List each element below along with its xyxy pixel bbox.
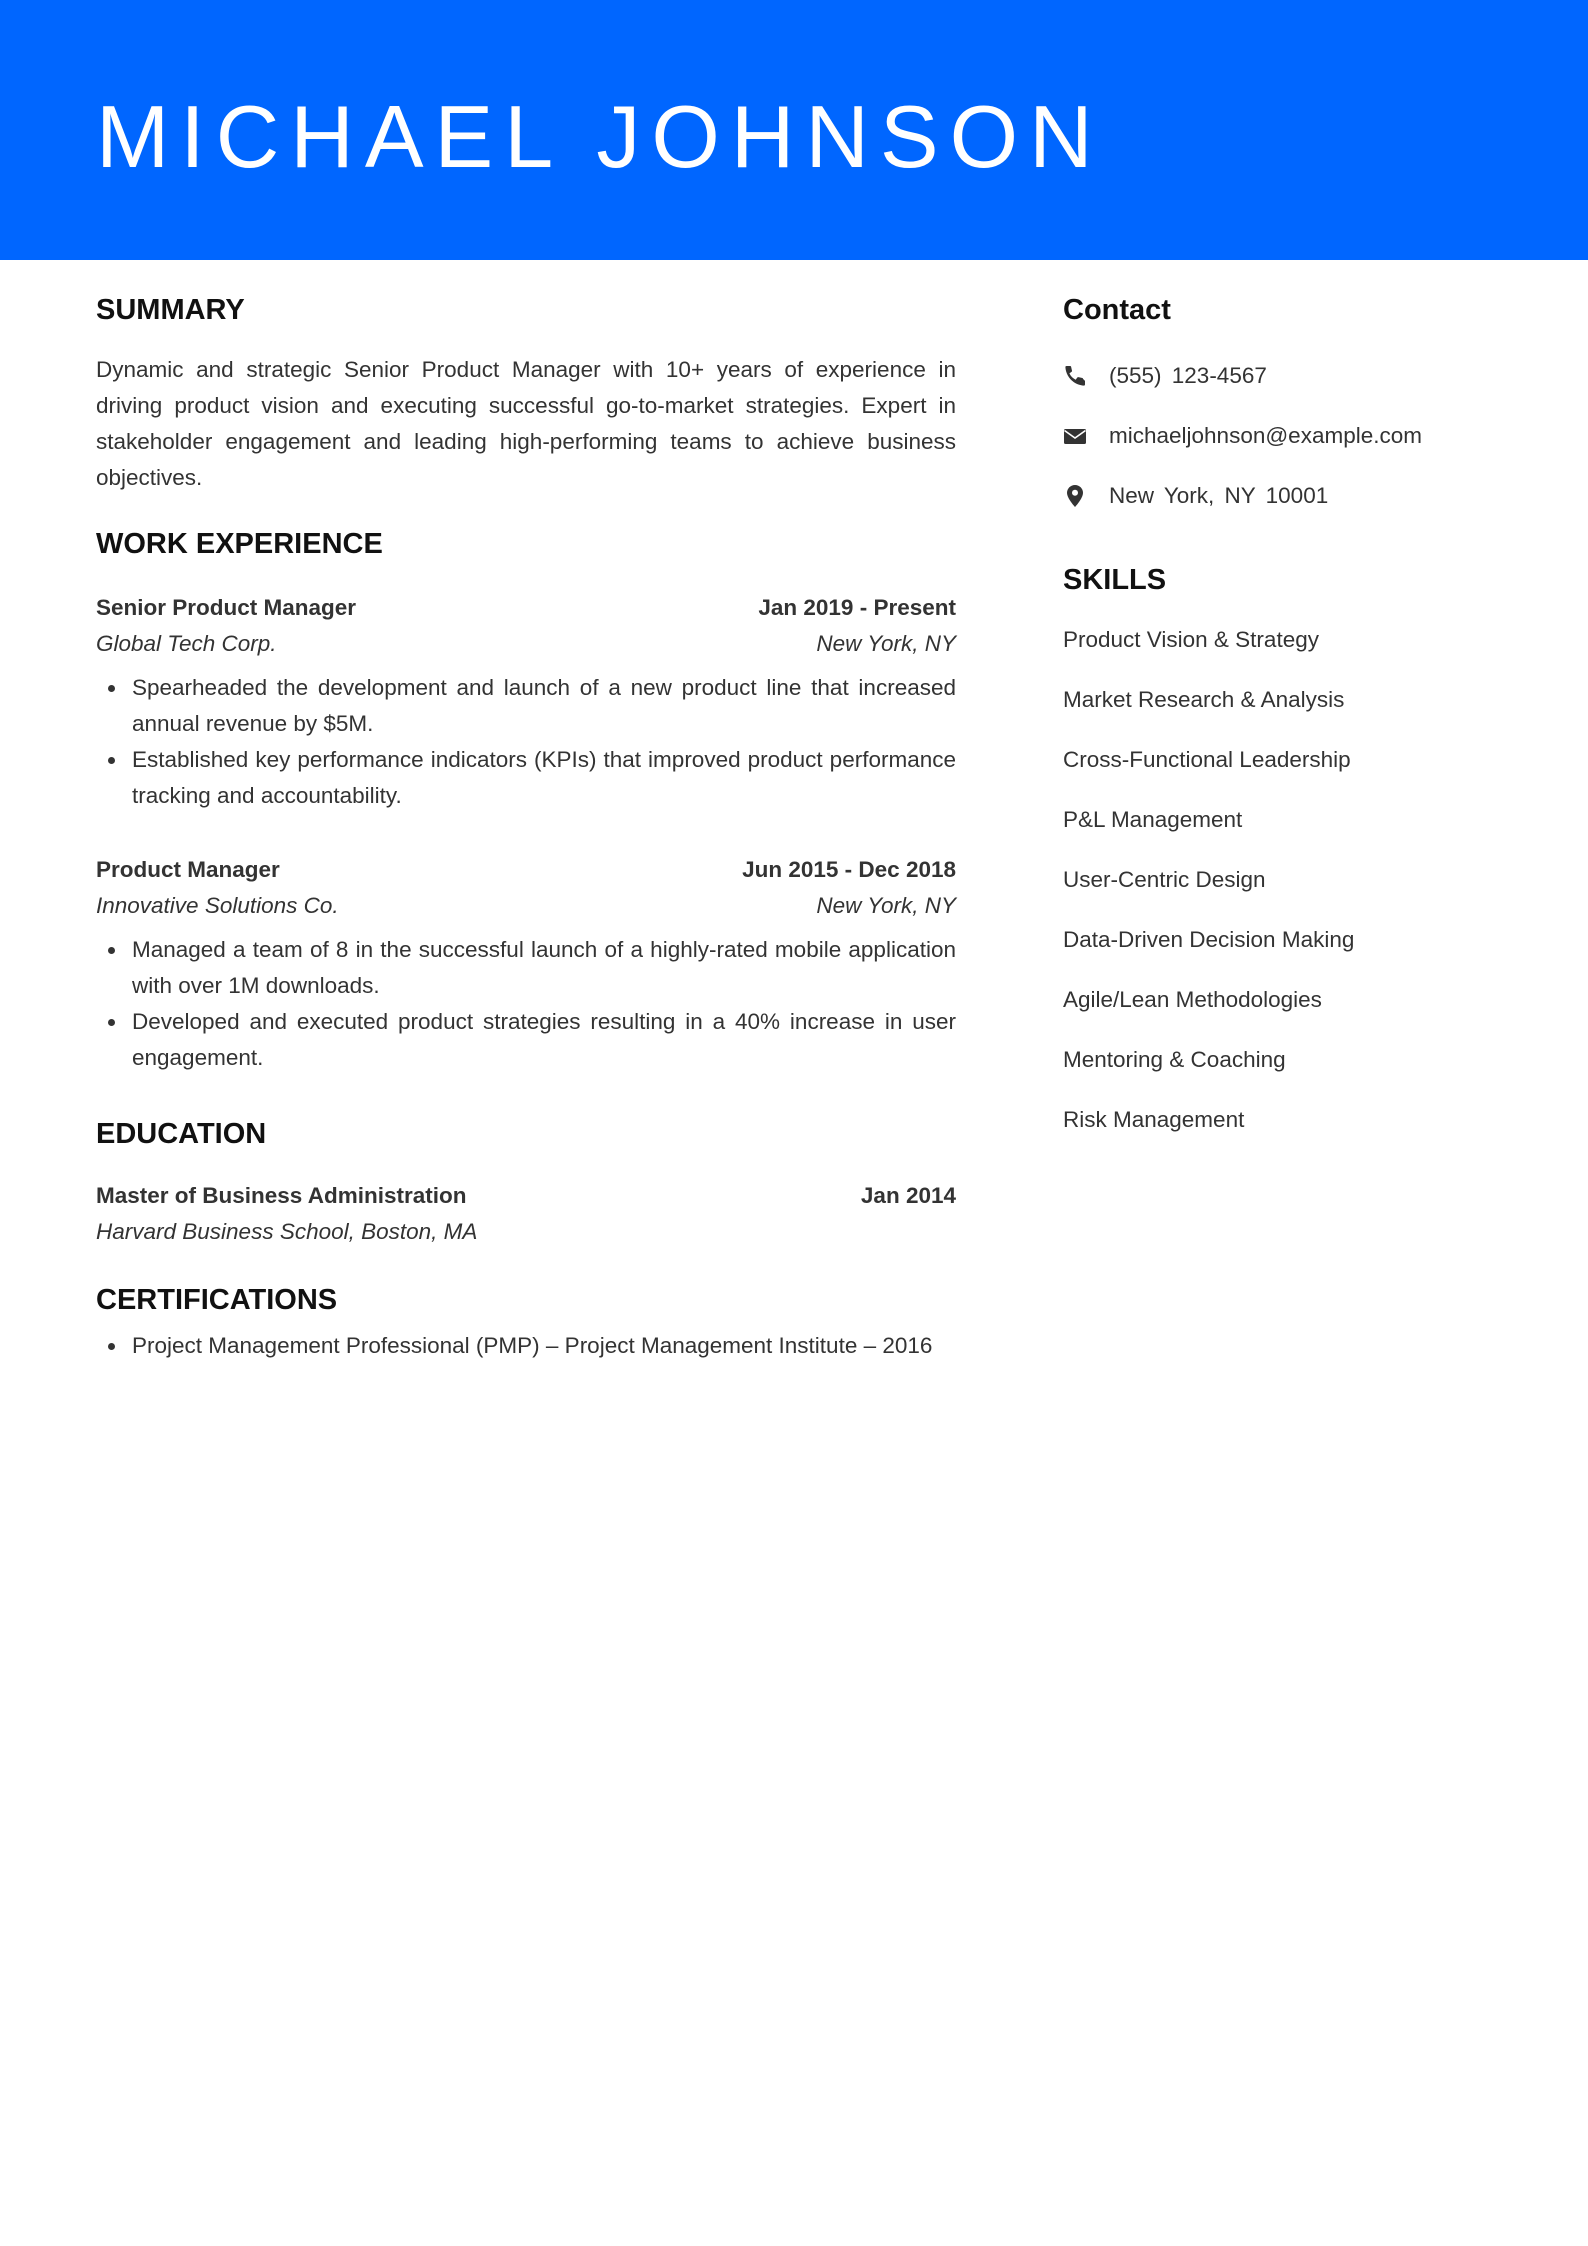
job-bullet: Developed and executed product strategies resulting in a 40% increase in user engagement. [96, 1004, 956, 1076]
envelope-icon [1063, 424, 1087, 448]
skill-item: Cross-Functional Leadership [1063, 747, 1351, 772]
job-location: New York, NY [816, 893, 956, 918]
skill-item: Market Research & Analysis [1063, 687, 1345, 712]
candidate-name: MICHAEL JOHNSON [96, 87, 1104, 186]
skills-heading: SKILLS [1063, 564, 1167, 596]
contact-location [1063, 478, 1503, 514]
skill-item: Agile/Lean Methodologies [1063, 987, 1322, 1012]
job-bullet: Established key performance indicators (KPIs) that improved product performance tracking and accountability. [96, 742, 956, 814]
skill-item: Product Vision & Strategy [1063, 627, 1319, 652]
job-company: Global Tech Corp. [96, 631, 277, 656]
skill-item: User-Centric Design [1063, 867, 1266, 892]
job-bullets [96, 670, 956, 814]
job-dates: Jun 2015 - Dec 2018 [742, 857, 956, 882]
map-pin-icon [1063, 484, 1087, 508]
work-experience-heading: WORK EXPERIENCE [96, 528, 383, 560]
summary-text: Dynamic and strategic Senior Product Manager with 10+ years of experience in driving product vision and executing successful go-to-market strategies. Expert in stakeholder engagement and leading high-performing teams to achieve business objectives. [96, 357, 956, 490]
certification-item: Project Management Professional (PMP) – Project Management Institute – 2016 [96, 1328, 956, 1364]
education-heading: EDUCATION [96, 1118, 267, 1150]
job-location: New York, NY [816, 631, 956, 656]
contact-phone-text: (555) 123-4567 [1109, 363, 1267, 388]
certifications-heading: CERTIFICATIONS [96, 1284, 338, 1316]
job-bullet: Spearheaded the development and launch of a new product line that increased annual revenue by $5M. [96, 670, 956, 742]
contact-heading: Contact [1063, 294, 1171, 326]
job-bullets [96, 932, 956, 1076]
contact-phone [1063, 358, 1503, 394]
education-date: Jan 2014 [860, 1183, 956, 1208]
contact-list [1063, 358, 1503, 514]
education-school: Harvard Business School, Boston, MA [96, 1219, 478, 1244]
certifications-list [96, 1328, 956, 1364]
job-entry [96, 852, 956, 1076]
job-entry [96, 590, 956, 814]
skill-item: Risk Management [1063, 1107, 1245, 1132]
job-company: Innovative Solutions Co. [96, 893, 339, 918]
education-degree: Master of Business Administration [96, 1183, 467, 1208]
job-dates: Jan 2019 - Present [758, 595, 956, 620]
education-entry [96, 1178, 956, 1250]
sidebar-column [1063, 290, 1503, 1162]
job-role: Senior Product Manager [96, 595, 357, 620]
contact-email-text: michaeljohnson@example.com [1109, 423, 1422, 448]
skill-item: P&L Management [1063, 807, 1243, 832]
phone-icon [1063, 364, 1087, 388]
main-column [96, 290, 956, 1364]
skills-list [1063, 622, 1503, 1138]
summary-heading: SUMMARY [96, 294, 245, 326]
job-bullet: Managed a team of 8 in the successful launch of a highly-rated mobile application with over 1M downloads. [96, 932, 956, 1004]
job-role: Product Manager [96, 857, 280, 882]
contact-location-text: New York, NY 10001 [1109, 483, 1329, 508]
skill-item: Mentoring & Coaching [1063, 1047, 1286, 1072]
header-banner [0, 0, 1588, 260]
skill-item: Data-Driven Decision Making [1063, 927, 1355, 952]
contact-email [1063, 418, 1503, 454]
